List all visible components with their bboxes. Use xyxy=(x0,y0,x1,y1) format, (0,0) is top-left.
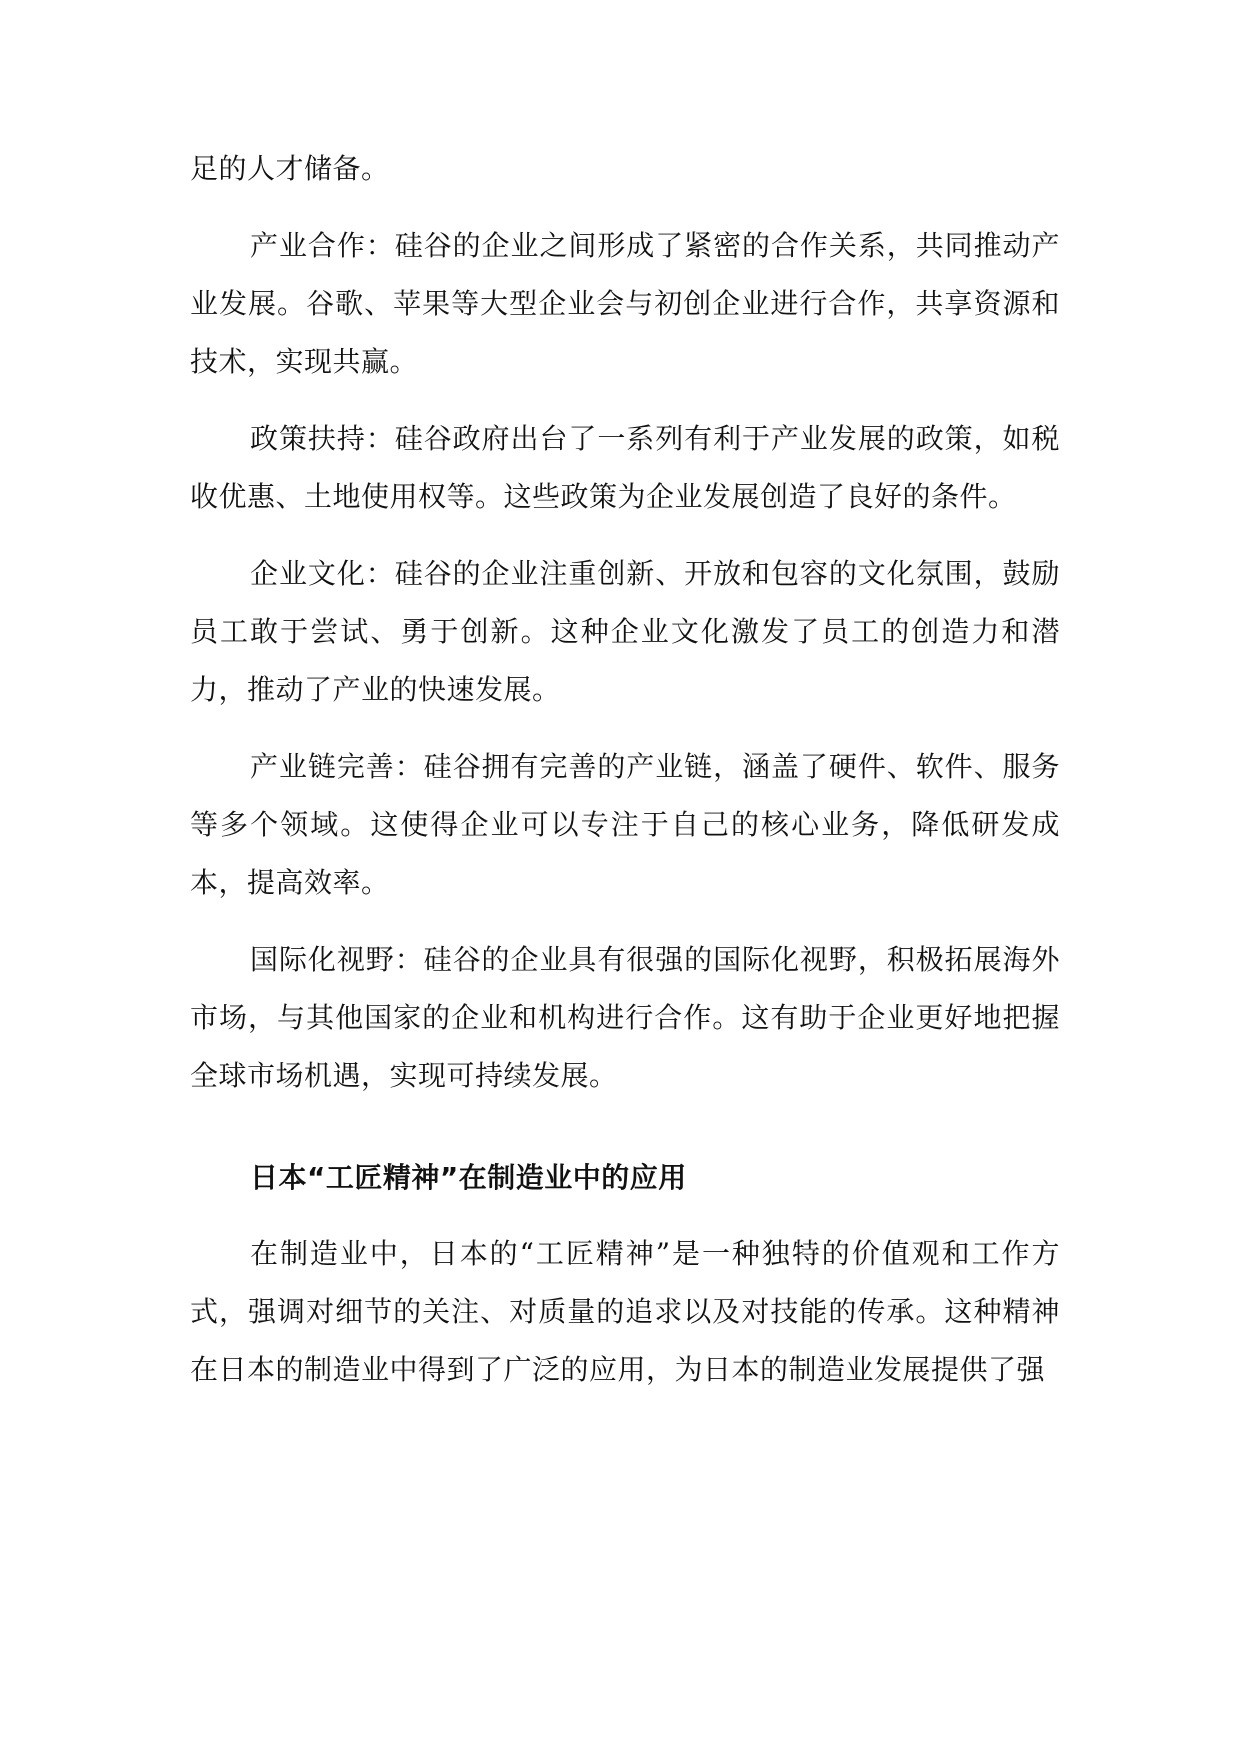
paragraph-continuation: 足的人才储备。 xyxy=(190,152,390,185)
section-heading: 日本“工匠精神”在制造业中的应用 xyxy=(250,1161,687,1194)
document-body xyxy=(190,140,1060,1418)
paragraph-corporate-culture: 企业文化：硅谷的企业注重创新、开放和包容的文化氛围，鼓励员工敢于尝试、勇于创新。这种企业文化激发了员工的创造力和潜力，推动了产业的快速发展。 xyxy=(190,557,1060,706)
paragraph-policy-support: 政策扶持：硅谷政府出台了一系列有利于产业发展的政策，如税收优惠、土地使用权等。这些政策为企业发展创造了良好的条件。 xyxy=(190,422,1060,513)
paragraph-international-vision: 国际化视野：硅谷的企业具有很强的国际化视野，积极拓展海外市场，与其他国家的企业和机构进行合作。这有助于企业更好地把握全球市场机遇，实现可持续发展。 xyxy=(190,943,1060,1092)
paragraph-industry-chain: 产业链完善：硅谷拥有完善的产业链，涵盖了硬件、软件、服务等多个领域。这使得企业可以专注于自己的核心业务，降低研发成本，提高效率。 xyxy=(190,750,1060,899)
paragraph-craftsmanship: 在制造业中，日本的“工匠精神”是一种独特的价值观和工作方式，强调对细节的关注、对质量的追求以及对技能的传承。这种精神在日本的制造业中得到了广泛的应用，为日本的制造业发展提供了强 xyxy=(190,1237,1060,1386)
paragraph-industry-cooperation: 产业合作：硅谷的企业之间形成了紧密的合作关系，共同推动产业发展。谷歌、苹果等大型企业会与初创企业进行合作，共享资源和技术，实现共赢。 xyxy=(190,229,1060,378)
